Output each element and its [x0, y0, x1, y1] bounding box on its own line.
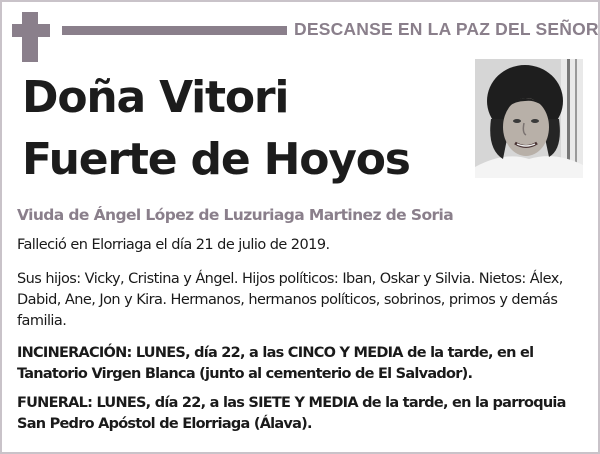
portrait-image [475, 59, 583, 178]
family-list: Sus hijos: Vicky, Cristina y Ángel. Hijos políticos: Iban, Oskar y Silvia. Nietos: Álex, Dabid, Ane, Jon y Kira. Hermanos, hermanos políticos, sobrinos, primos y demás familia. [17, 271, 563, 329]
widow-of-subtitle: Viuda de Ángel López de Luzuriaga Martinez de Soria [17, 206, 454, 224]
cross-horizontal-bar [12, 24, 50, 37]
cross-vertical-bar [22, 12, 38, 62]
header-title: DESCANSE EN LA PAZ DEL SEÑOR [294, 19, 599, 39]
portrait-photo [475, 59, 583, 178]
deceased-name-line-1: Doña Vitori [22, 72, 289, 123]
deceased-name-line-2: Fuerte de Hoyos [22, 134, 410, 185]
cremation-notice: INCINERACIÓN: LUNES, día 22, a las CINCO Y MEDIA de la tarde, en el Tanatorio Virgen Blanca (junto al cementerio de El Salvador). [17, 345, 534, 382]
death-notice: Falleció en Elorriaga el día 21 de julio de 2019. [17, 237, 330, 253]
funeral-notice: FUNERAL: LUNES, día 22, a las SIETE Y MEDIA de la tarde, en la parroquia San Pedro Apóstol de Elorriaga (Álava). [17, 395, 566, 432]
header-rule [62, 26, 287, 35]
